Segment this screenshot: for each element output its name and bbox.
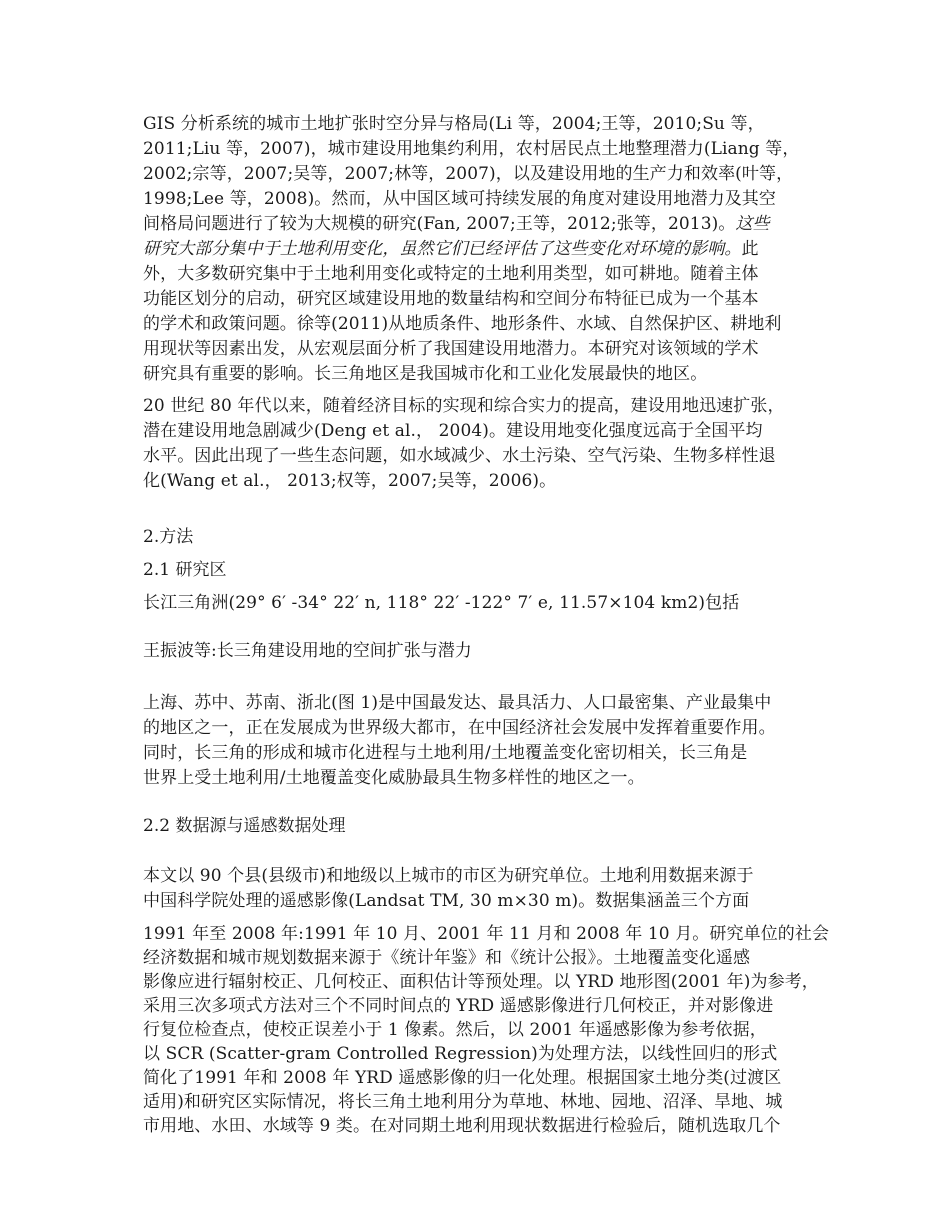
text-line: 1991 年至 2008 年:1991 年 10 月、2001 年 11 月和 2008 年 10 月。研究单位的社会 [143, 924, 830, 944]
paragraph [143, 394, 833, 494]
text-line: 外，大多数研究集中于土地利用变化或特定的土地利用类型，如可耕地。随着主体 [143, 264, 759, 284]
text-line: GIS 分析系统的城市土地扩张时空分异与格局(Li 等，2004;王等，2010;Su 等， [143, 114, 765, 134]
text-line: 同时，长三角的形成和城市化进程与土地利用/土地覆盖变化密切相关，长三角是 [143, 743, 748, 763]
text-line: 2002;宗等，2007;吴等，2007;林等，2007)，以及建设用地的生产力和效率(叶等， [143, 164, 794, 184]
italic-text: 研究大部分集中于土地利用变化，虽然它们已经评估了这些变化对环境的影响。 [143, 239, 742, 259]
text-line: 上海、苏中、苏南、浙北(图 1)是中国最发达、最具活力、人口最密集、产业最集中 [143, 693, 772, 713]
text-line: 世界上受土地利用/土地覆盖变化威胁最具生物多样性的地区之一。 [143, 768, 645, 788]
section-heading: 2.方法 [143, 527, 194, 547]
text-line: 简化了1991 年和 2008 年 YRD 遥感影像的归一化处理。根据国家土地分类(过渡区 [143, 1068, 782, 1088]
text-line: 1998;Lee 等，2008)。然而，从中国区域可持续发展的角度对建设用地潜力及其空 [143, 189, 776, 209]
text-line: 以 SCR (Scatter-gram Controlled Regression)为处理方法，以线性回归的形式 [143, 1044, 778, 1064]
text-line: 化(Wang et al.， 2013;权等，2007;吴等，2006)。 [143, 471, 557, 491]
text-line: 的学术和政策问题。徐等(2011)从地质条件、地形条件、水域、自然保护区、耕地利 [143, 314, 782, 334]
paragraph [143, 591, 833, 616]
text-line: 研究具有重要的影响。长三角地区是我国城市化和工业化发展最快的地区。 [143, 364, 708, 384]
text-segment: 此 [741, 239, 759, 259]
document-page [143, 112, 833, 1138]
text-line: 20 世纪 80 年代以来，随着经济目标的实现和综合实力的提高，建设用地迅速扩张， [143, 396, 785, 416]
subsection-heading: 2.1 研究区 [143, 560, 227, 580]
text-line: 的地区之一，正在发展成为世界级大都市，在中国经济社会发展中发挥着重要作用。 [143, 718, 776, 738]
paragraph [143, 691, 833, 791]
text-line: 影像应进行辐射校正、几何校正、面积估计等预处理。以 YRD 地形图(2001 年)为参考， [143, 972, 819, 992]
paragraph [143, 922, 833, 1138]
text-line: 市用地、水田、水域等 9 类。在对同期土地利用现状数据进行检验后，随机选取几个 [143, 1116, 781, 1136]
intro-paragraph [143, 112, 833, 387]
text-line: 长江三角洲(29° 6′ -34° 22′ n, 118° 22′ -122° 7′ e, 11.57×104 km2)包括 [143, 593, 740, 613]
italic-text: 这些 [735, 214, 770, 234]
text-line: 适用)和研究区实际情况，将长三角土地利用分为草地、林地、园地、沼泽、旱地、城 [143, 1092, 783, 1112]
text-line [143, 212, 833, 237]
text-line: 采用三次多项式方法对三个不同时间点的 YRD 遥感影像进行几何校正，并对影像进 [143, 996, 774, 1016]
running-header: 王振波等:长三角建设用地的空间扩张与潜力 [143, 641, 472, 661]
text-line: 2011;Liu 等，2007)，城市建设用地集约利用，农村居民点土地整理潜力(Liang 等， [143, 139, 800, 159]
text-line: 行复位检查点，使校正误差小于 1 像素。然后，以 2001 年遥感影像为参考依据， [143, 1020, 767, 1040]
text-segment: 间格局问题进行了较为大规模的研究(Fan, 2007;王等，2012;张等，2013)。 [143, 214, 736, 234]
paragraph [143, 864, 833, 914]
text-line: 水平。因此出现了一些生态问题，如水域减少、水土污染、空气污染、生物多样性退 [143, 446, 776, 466]
text-line: 中国科学院处理的遥感影像(Landsat TM, 30 m×30 m)。数据集涵盖三个方面 [143, 891, 750, 911]
text-line: 用现状等因素出发，从宏观层面分析了我国建设用地潜力。本研究对该领域的学术 [143, 339, 759, 359]
text-line: 本文以 90 个县(县级市)和地级以上城市的市区为研究单位。土地利用数据来源于 [143, 866, 754, 886]
text-line: 潜在建设用地急剧减少(Deng et al.， 2004)。建设用地变化强度远高于全国平均 [143, 421, 763, 441]
text-line [143, 237, 833, 262]
subsection-heading: 2.2 数据源与遥感数据处理 [143, 816, 346, 836]
text-line: 功能区划分的启动，研究区域建设用地的数量结构和空间分布特征已成为一个基本 [143, 289, 759, 309]
text-line: 经济数据和城市规划数据来源于《统计年鉴》和《统计公报》。土地覆盖变化遥感 [143, 948, 751, 968]
